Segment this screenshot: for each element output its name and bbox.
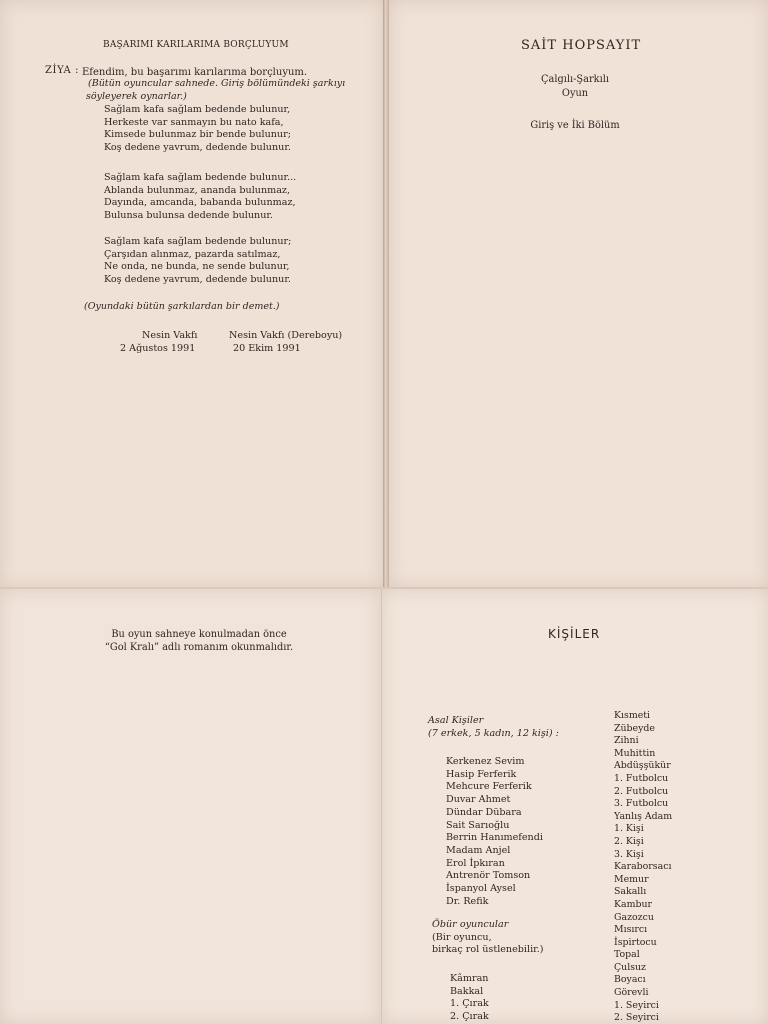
performance-venue: Nesin Vakfı (Dereboyu) — [229, 330, 343, 341]
verse-line: Bulunsa bulunsa dedende bulunur. — [104, 209, 273, 221]
author-title: SAİT HOPSAYIT — [521, 38, 642, 53]
heading-line: (Bir oyuncu, — [432, 931, 492, 943]
list-item: 3. Kişi — [614, 848, 644, 860]
main-cast-heading — [428, 715, 559, 740]
performance-date: 20 Ekim 1991 — [233, 343, 301, 354]
list-item: Sait Sarıoğlu — [446, 819, 510, 831]
verse-stanza-3 — [104, 236, 291, 286]
list-item: Berrin Hanımefendi — [446, 832, 543, 844]
stage-direction-line: söyleyerek oynarlar.) — [86, 90, 187, 102]
verse-line: Sağlam kafa sağlam bedende bulunur, — [104, 104, 291, 115]
verse-line: Çarşıdan alınmaz, pazarda satılmaz, — [104, 248, 281, 260]
list-item: Erol İpkıran — [446, 857, 505, 869]
list-item: Kambur — [614, 898, 653, 910]
cast-column-right — [614, 710, 672, 1024]
other-cast-heading — [432, 919, 543, 957]
stage-direction-line: (Bütün oyuncular sahnede. Giriş bölümündeki şarkıyı — [88, 78, 346, 89]
performance-entry — [120, 329, 198, 355]
page-left-bottom — [0, 589, 381, 1024]
list-item: Madam Anjel — [446, 844, 511, 856]
list-item: Çulsuz — [614, 961, 646, 973]
reading-note — [84, 628, 314, 654]
performance-date: 2 Ağustos 1991 — [120, 343, 196, 354]
verse-stanza-1 — [104, 104, 291, 154]
list-item: Zübeyde — [614, 722, 655, 734]
list-item: Muhittin — [614, 747, 656, 759]
main-cast-list — [446, 756, 543, 908]
page-right-bottom — [382, 589, 768, 1024]
stage-direction — [88, 78, 345, 103]
list-item: Gazozcu — [614, 911, 654, 923]
verse-stanza-2 — [104, 172, 296, 222]
list-item: Dr. Refik — [446, 895, 489, 907]
subtitle: Giriş ve İki Bölüm — [530, 120, 620, 131]
list-item: Memur — [614, 873, 649, 885]
list-item: Kerkenez Sevim — [446, 756, 525, 767]
list-item: 2. Seyirci — [614, 1012, 659, 1024]
cast-title: KİŞİLER — [548, 627, 601, 641]
list-item: 2. Kişi — [614, 835, 644, 847]
list-item: Yanlış Adam — [614, 810, 673, 822]
list-item: Hasip Ferferik — [446, 768, 517, 780]
note-line: Bu oyun sahneye konulmadan önce — [111, 629, 287, 640]
heading-line: (7 erkek, 5 kadın, 12 kişi) : — [428, 727, 559, 739]
list-item: Görevli — [614, 987, 649, 999]
subtitle: Oyun — [561, 88, 589, 99]
closing-direction: (Oyundaki bütün şarkılardan bir demet.) — [84, 301, 280, 312]
list-item: Sakallı — [614, 886, 647, 898]
speaker-name: ZİYA : — [45, 65, 80, 76]
list-item: Antrenör Tomson — [446, 870, 531, 882]
list-item: Karaborsacı — [614, 861, 672, 873]
verse-line: Dayında, amcanda, babanda bulunmaz, — [104, 197, 296, 209]
performance-entry — [212, 329, 342, 355]
list-item: 2. Çırak — [450, 1011, 489, 1023]
verse-line: Sağlam kafa sağlam bedende bulunur; — [104, 236, 292, 247]
subtitle: Çalgılı-Şarkılı — [540, 74, 610, 85]
heading-line: birkaç rol üstlenebilir.) — [432, 944, 544, 956]
list-item: Kısmeti — [614, 710, 651, 721]
heading-line: Asal Kişiler — [428, 715, 484, 726]
verse-line: Ablanda bulunmaz, ananda bulunmaz, — [104, 184, 291, 196]
list-item: 3. Futbolcu — [614, 798, 669, 810]
list-item: Kâmran — [450, 973, 489, 984]
list-item: 1. Kişi — [614, 823, 644, 835]
other-cast-list — [450, 973, 489, 1024]
verse-line: Ne onda, ne bunda, ne sende bulunur, — [104, 261, 290, 273]
list-item: Mehcure Ferferik — [446, 781, 532, 793]
speech-line: Efendim, bu başarımı karılarıma borçluyum. — [82, 67, 308, 78]
list-item: 1. Seyirci — [614, 999, 659, 1011]
list-item: Zihni — [614, 735, 639, 747]
verse-line: Herkeste var sanmayın bu nato kafa, — [104, 116, 284, 128]
verse-line: Sağlam kafa sağlam bedende bulunur... — [104, 172, 297, 183]
list-item: İspanyol Aysel — [446, 883, 516, 895]
section-heading: BAŞARIMI KARILARIMA BORÇLUYUM — [103, 40, 289, 50]
list-item: Bakkal — [450, 985, 484, 997]
list-item: 2. Futbolcu — [614, 785, 669, 797]
performance-venue: Nesin Vakfı — [142, 330, 198, 341]
list-item: 1. Çırak — [450, 998, 489, 1010]
verse-line: Kimsede bulunmaz bir bende bulunur; — [104, 129, 291, 141]
list-item: Topal — [614, 949, 640, 961]
heading-line: Öbür oyuncular — [432, 919, 509, 930]
list-item: 1. Futbolcu — [614, 772, 669, 784]
note-line: “Gol Kralı” adlı romanım okunmalıdır. — [104, 642, 294, 653]
page-right-top — [389, 0, 768, 588]
verse-line: Koş dedene yavrum, dedende bulunur. — [104, 141, 291, 153]
list-item: Abdüşşükür — [614, 760, 671, 772]
list-item: Mısırcı — [614, 924, 648, 936]
list-item: İspirtocu — [614, 936, 657, 948]
list-item: Boyacı — [614, 974, 646, 986]
verse-line: Koş dedene yavrum, dedende bulunur. — [104, 273, 291, 285]
list-item: Duvar Ahmet — [446, 794, 511, 806]
list-item: Dündar Dübara — [446, 806, 522, 818]
page-left-top — [0, 0, 383, 588]
